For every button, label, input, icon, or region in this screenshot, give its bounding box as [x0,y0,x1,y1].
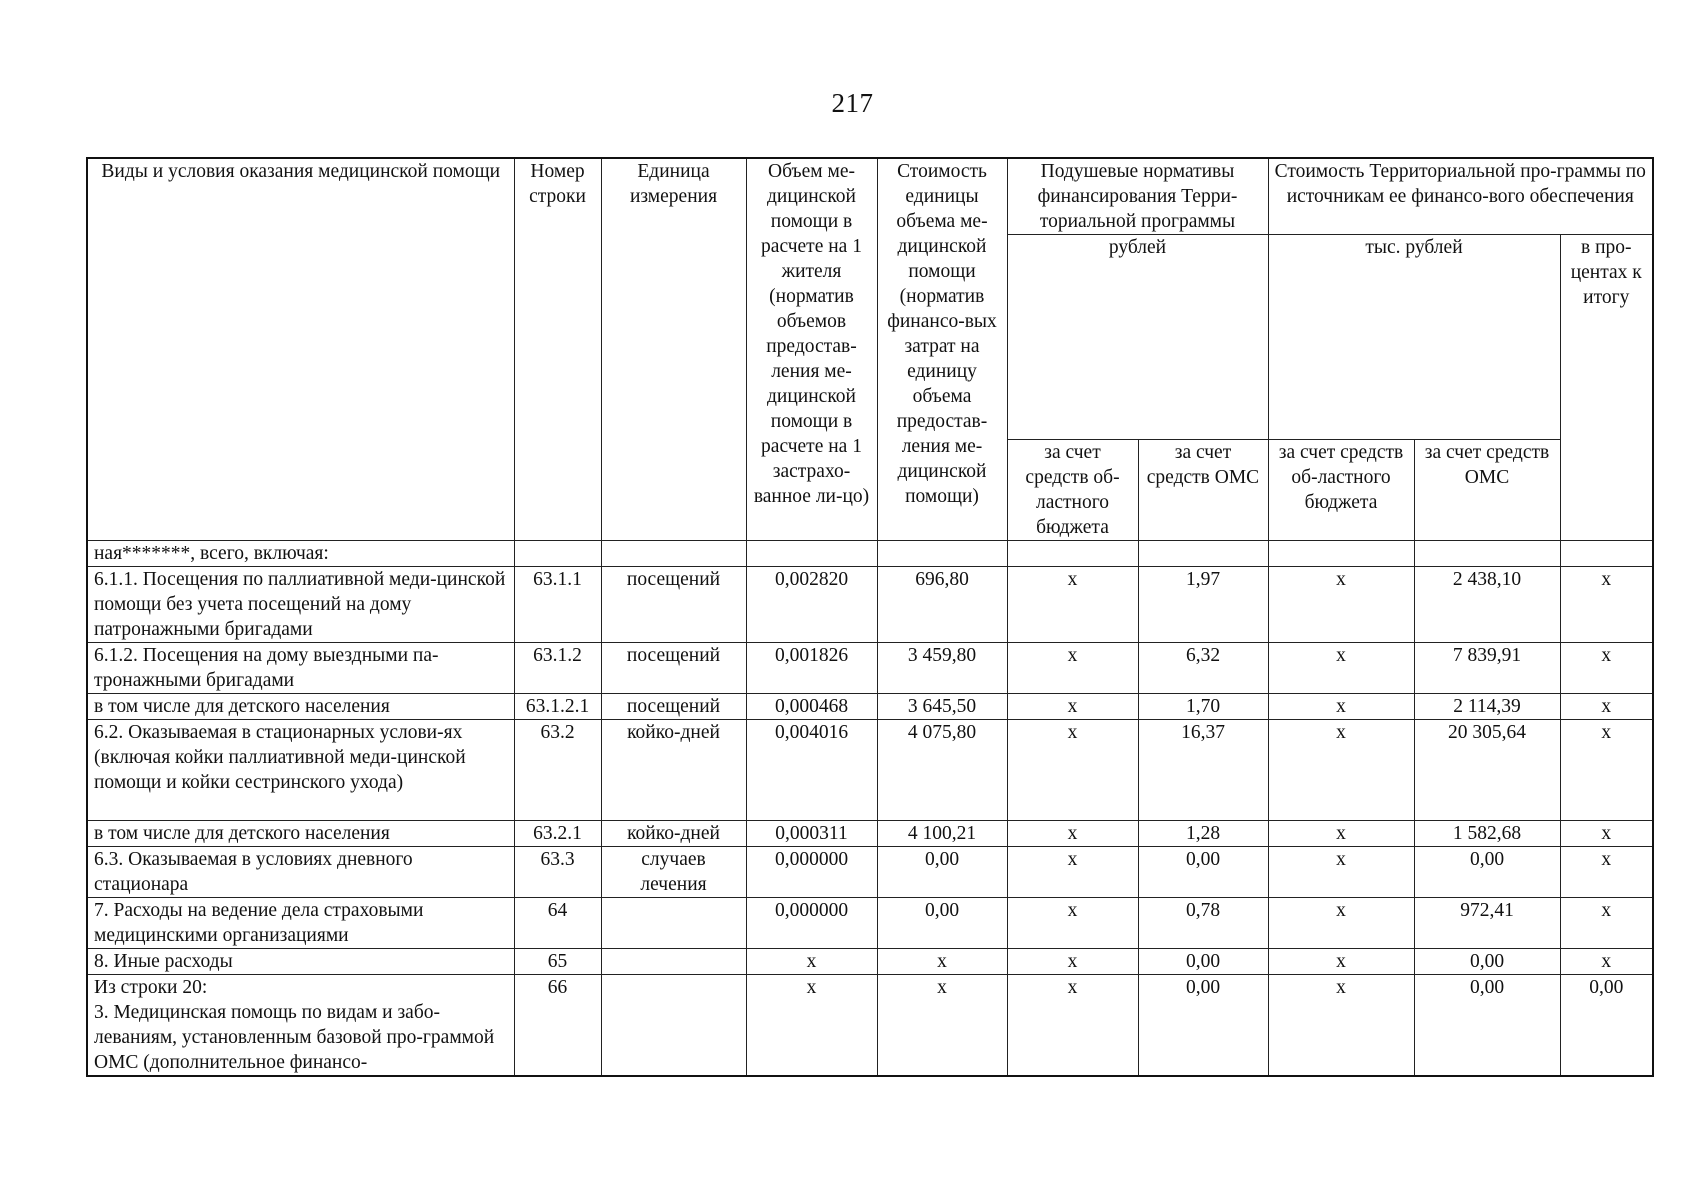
row-name: 8. Иные расходы [87,949,514,975]
row-tot-oms: 20 305,64 [1414,720,1560,821]
row-pc-regional-budget: х [1007,567,1138,643]
row-name: 6.3. Оказываемая в условиях дневного стационара [87,847,514,898]
row-percent: х [1560,821,1653,847]
row-line-number: 63.1.1 [514,567,601,643]
row-unit-cost: 696,80 [877,567,1007,643]
row-unit-cost: 3 645,50 [877,694,1007,720]
header-per-capita-group: Подушевые нормативы финансирования Терри-ториальной программы [1007,158,1268,235]
row-volume: 0,000000 [746,898,877,949]
row-name: в том числе для детского населения [87,821,514,847]
row-volume: 0,002820 [746,567,877,643]
page-number: 217 [831,88,874,118]
row-pc-oms: 1,97 [1138,567,1268,643]
table-row [87,821,1653,847]
row-unit: посещений [601,643,746,694]
row-line-number: 64 [514,898,601,949]
row-pc-oms: 0,00 [1138,847,1268,898]
header-program-cost-group: Стоимость Территориальной про-граммы по источникам ее финансо-вого обеспечения [1268,158,1653,235]
row-pc-oms: 16,37 [1138,720,1268,821]
row-pc-oms: 6,32 [1138,643,1268,694]
row-percent: х [1560,720,1653,821]
row-tot-oms: 2 438,10 [1414,567,1560,643]
row-unit: посещений [601,567,746,643]
row-volume: х [746,949,877,975]
row-unit-cost: 3 459,80 [877,643,1007,694]
header-unit-cost: Стоимость единицы объема ме-дицинской помощи (норматив финансо-вых затрат на единицу объема предостав-ления ме-дицинской помощи) [877,158,1007,541]
row-percent: х [1560,567,1653,643]
row-line-number: 63.1.2 [514,643,601,694]
header-unit: Единица измерения [601,158,746,541]
row-pc-regional-budget: х [1007,847,1138,898]
table-row [87,720,1653,821]
header-pc-oms: за счет средств ОМС [1138,440,1268,541]
row-pc-oms: 1,28 [1138,821,1268,847]
row-tot-oms: 1 582,68 [1414,821,1560,847]
row-unit-cost: х [877,975,1007,1077]
empty-cell [1268,541,1414,567]
header-kinds: Виды и условия оказания медицинской помощи [87,158,514,541]
row-name: 6.1.2. Посещения на дому выездными па-тронажными бригадами [87,643,514,694]
row-percent: х [1560,949,1653,975]
row-line-number: 66 [514,975,601,1077]
row-tot-oms: 7 839,91 [1414,643,1560,694]
row-percent: х [1560,694,1653,720]
row-pc-regional-budget: х [1007,694,1138,720]
row-unit-cost: 0,00 [877,847,1007,898]
header-volume: Объем ме-дицинской помощи в расчете на 1 жителя (норматив объемов предостав-ления ме-дицинской помощи в расчете на 1 застрахо-ванное ли-цо) [746,158,877,541]
row-volume: х [746,975,877,1077]
row-line-number: 63.2.1 [514,821,601,847]
row-name: 6.1.1. Посещения по паллиативной меди-цинской помощи без учета посещений на дому патронажными бригадами [87,567,514,643]
empty-cell [1138,541,1268,567]
row-pc-regional-budget: х [1007,821,1138,847]
row-tot-oms: 972,41 [1414,898,1560,949]
row-volume: 0,004016 [746,720,877,821]
row-unit: койко-дней [601,821,746,847]
row-pc-regional-budget: х [1007,898,1138,949]
row-tot-oms: 0,00 [1414,847,1560,898]
table-row [87,847,1653,898]
row-unit: случаев лечения [601,847,746,898]
empty-cell [1560,541,1653,567]
row-unit [601,898,746,949]
row-name: в том числе для детского населения [87,694,514,720]
row-unit-cost: 0,00 [877,898,1007,949]
row-pc-oms: 0,00 [1138,975,1268,1077]
financing-table [86,157,1654,1077]
header-thousand-rubles: тыс. рублей [1268,235,1560,440]
empty-cell [601,541,746,567]
empty-cell [1414,541,1560,567]
row-pc-regional-budget: х [1007,643,1138,694]
row-percent: х [1560,847,1653,898]
header-tot-oms: за счет средств ОМС [1414,440,1560,541]
row-line-number: 65 [514,949,601,975]
header-line-number: Номер строки [514,158,601,541]
table-row [87,949,1653,975]
header-percent-of-total: в про-центах к итогу [1560,235,1653,541]
row-line-number: 63.2 [514,720,601,821]
row-line-number: 63.3 [514,847,601,898]
header-pc-regional-budget: за счет средств об-ластного бюджета [1007,440,1138,541]
row-tot-regional-budget: х [1268,720,1414,821]
row-tot-regional-budget: х [1268,975,1414,1077]
row-unit-cost: 4 100,21 [877,821,1007,847]
empty-cell [1007,541,1138,567]
table-row [87,694,1653,720]
row-tot-oms: 0,00 [1414,949,1560,975]
empty-cell [514,541,601,567]
table-row [87,643,1653,694]
row-name: 7. Расходы на ведение дела страховыми медицинскими организациями [87,898,514,949]
row-tot-regional-budget: х [1268,949,1414,975]
row-pc-oms: 1,70 [1138,694,1268,720]
table-row [87,975,1653,1077]
row-percent: 0,00 [1560,975,1653,1077]
row-unit [601,975,746,1077]
row-line-number: 63.1.2.1 [514,694,601,720]
empty-cell [877,541,1007,567]
row-tot-regional-budget: х [1268,847,1414,898]
row-tot-regional-budget: х [1268,898,1414,949]
row-percent: х [1560,898,1653,949]
row-unit: посещений [601,694,746,720]
row-percent: х [1560,643,1653,694]
header-tot-regional-budget: за счет средств об-ластного бюджета [1268,440,1414,541]
row-volume: 0,001826 [746,643,877,694]
row-unit [601,949,746,975]
table-row [87,567,1653,643]
row-unit-cost: х [877,949,1007,975]
table-row [87,898,1653,949]
row-pc-regional-budget: х [1007,975,1138,1077]
row-pc-regional-budget: х [1007,720,1138,821]
header-row-1 [87,158,1653,235]
row-tot-regional-budget: х [1268,821,1414,847]
row-pc-regional-budget: х [1007,949,1138,975]
row-volume: 0,000000 [746,847,877,898]
row-volume: 0,000468 [746,694,877,720]
header-rubles: рублей [1007,235,1268,440]
row-name: Из строки 20: 3. Медицинская помощь по видам и забо-леваниям, установленным базовой про-граммой ОМС (дополнительное финансо- [87,975,514,1077]
row-name: 6.2. Оказываемая в стационарных услови-ях (включая койки паллиативной меди-цинской помощи и койки сестринского ухода) [87,720,514,821]
row-tot-regional-budget: х [1268,567,1414,643]
row-pc-oms: 0,78 [1138,898,1268,949]
row-unit: койко-дней [601,720,746,821]
row-unit-cost: 4 075,80 [877,720,1007,821]
row-tot-regional-budget: х [1268,694,1414,720]
continuation-row [87,541,1653,567]
row-pc-oms: 0,00 [1138,949,1268,975]
continuation-text: ная*******, всего, включая: [87,541,514,567]
row-tot-oms: 0,00 [1414,975,1560,1077]
row-volume: 0,000311 [746,821,877,847]
empty-cell [746,541,877,567]
row-tot-oms: 2 114,39 [1414,694,1560,720]
row-tot-regional-budget: х [1268,643,1414,694]
